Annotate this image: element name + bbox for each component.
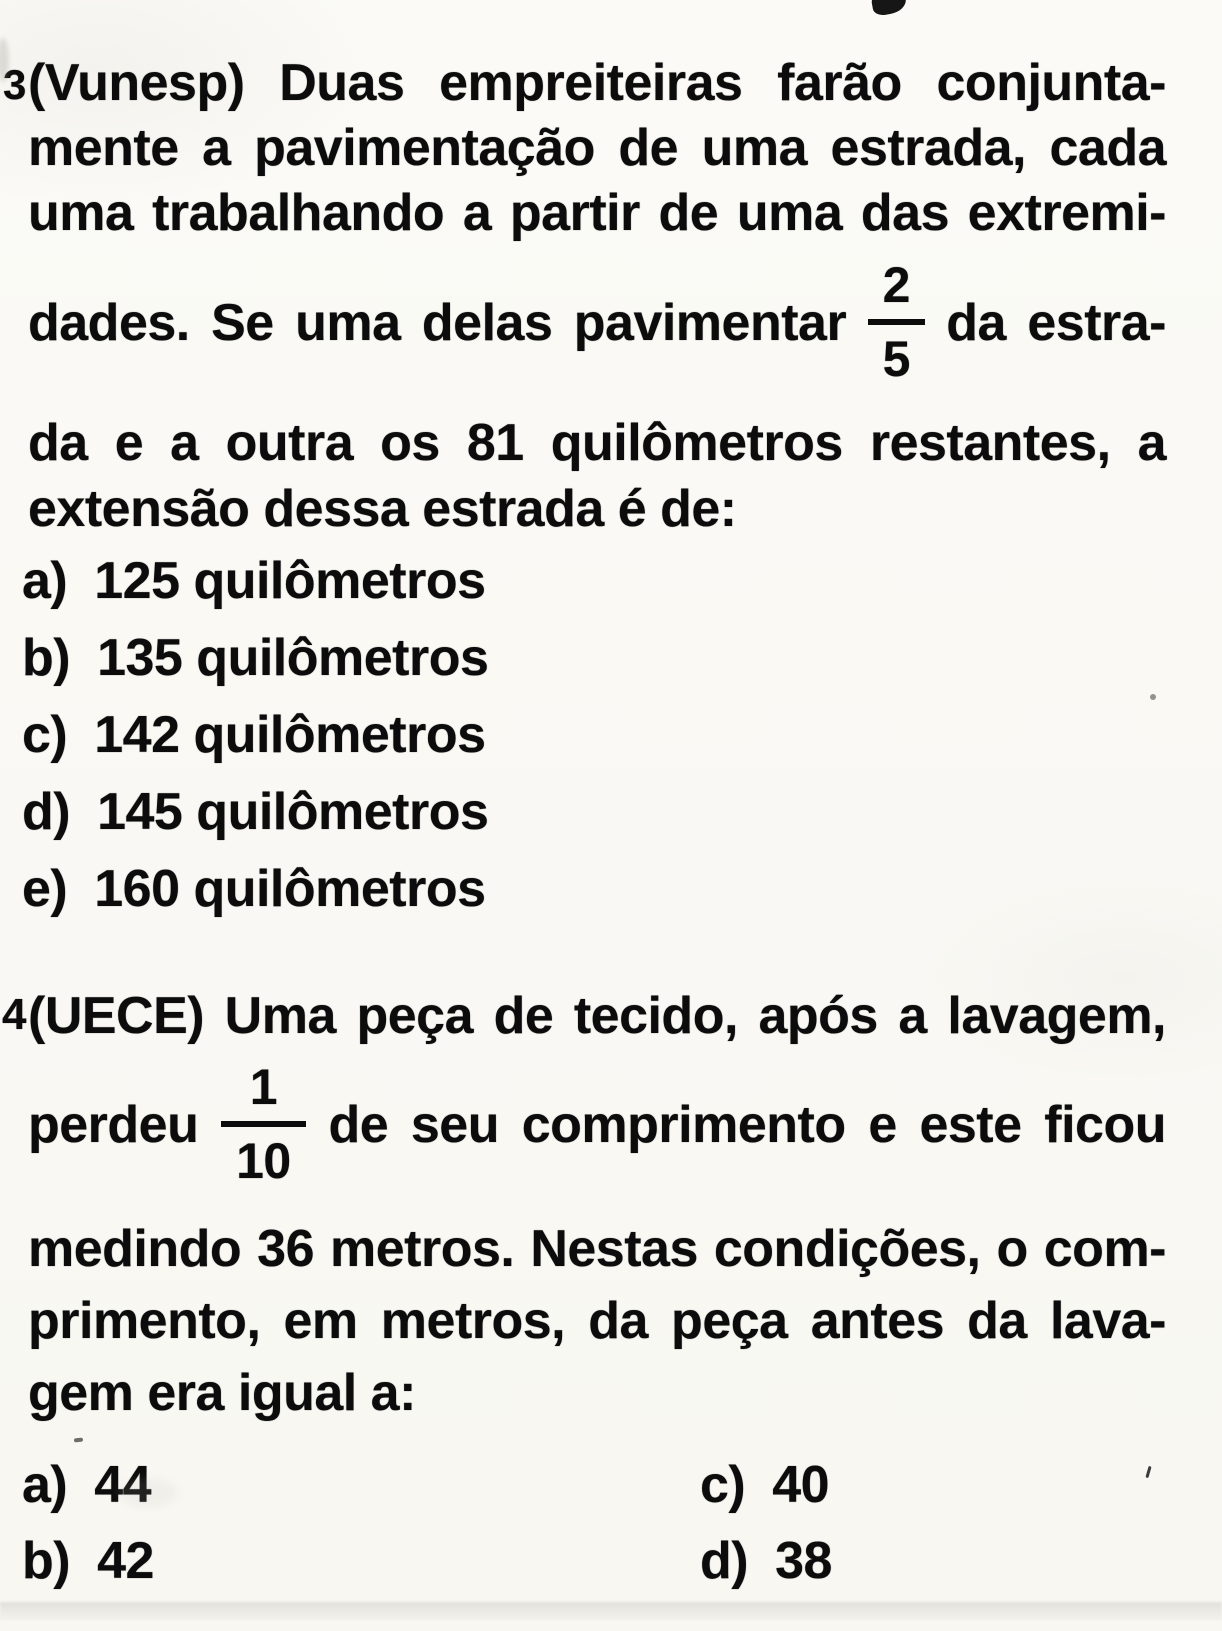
question-4-option-b — [22, 1531, 700, 1591]
option-text: 145 quilômetros — [97, 783, 489, 841]
question-3-line-4-after: da estra- — [946, 294, 1166, 352]
option-label: b) — [22, 629, 71, 687]
question-4-line-1: (UECE) Uma peça de tecido, após a lavagem, — [28, 987, 1166, 1045]
question-3-line-2: mente a pavimentação de uma estrada, cada — [28, 119, 1166, 177]
question-3-option-d — [22, 782, 488, 842]
option-label: e) — [22, 860, 68, 918]
question-4-line-2-before: perdeu — [28, 1096, 199, 1154]
option-text: 135 quilômetros — [97, 629, 489, 687]
fraction-two-fifths — [868, 257, 925, 388]
scan-artifact-dash — [74, 1438, 83, 1443]
option-label: d) — [700, 1532, 749, 1590]
question-4-line-5: gem era igual a: — [28, 1364, 416, 1422]
option-text: 125 quilômetros — [94, 552, 486, 610]
question-3-line-3: uma trabalhando a partir de uma das extremi- — [28, 184, 1166, 242]
question-3-line-4 — [28, 256, 1166, 390]
scan-artifact-top-blob — [870, 0, 907, 17]
question-4-line-2 — [28, 1058, 1166, 1192]
fraction-one-tenth — [221, 1059, 306, 1190]
option-text: 160 quilômetros — [94, 860, 486, 918]
question-3-option-e — [22, 859, 486, 919]
fraction-denominator: 10 — [221, 1121, 306, 1186]
fraction-denominator: 5 — [868, 319, 925, 384]
option-text: 42 — [97, 1532, 154, 1590]
option-text: 142 quilômetros — [94, 706, 486, 764]
question-4-line-4: primento, em metros, da peça antes da lava- — [28, 1292, 1166, 1350]
question-4-option-c — [700, 1455, 1166, 1515]
question-3-option-a — [22, 551, 486, 611]
question-4-number: 4 — [2, 990, 26, 1039]
question-3-line-5: da e a outra os 81 quilômetros restantes, a — [28, 414, 1166, 472]
question-4-option-a — [22, 1455, 700, 1515]
scan-artifact-dot — [1150, 694, 1156, 700]
question-3-line-6: extensão dessa estrada é de: — [28, 480, 737, 538]
question-3-line-1: (Vunesp) Duas empreiteiras farão conjunta- — [28, 54, 1166, 112]
option-label: d) — [22, 783, 71, 841]
option-label: a) — [22, 552, 68, 610]
question-4-line-3: medindo 36 metros. Nestas condições, o com- — [28, 1220, 1166, 1278]
question-3-line-4-before: dades. Se uma delas pavimentar — [28, 294, 847, 352]
option-text: 44 — [94, 1456, 152, 1514]
fraction-numerator: 1 — [249, 1059, 278, 1116]
question-3-number: 3 — [3, 61, 26, 108]
question-3-option-c — [22, 705, 486, 765]
question-4-line-2-after: de seu comprimento e este ficou — [328, 1096, 1166, 1154]
scan-artifact-bottom-band — [0, 1602, 1222, 1620]
fraction-numerator: 2 — [882, 257, 910, 314]
option-label: b) — [22, 1532, 71, 1590]
option-text: 38 — [775, 1532, 832, 1590]
option-text: 40 — [772, 1456, 830, 1514]
question-3-option-b — [22, 628, 488, 688]
option-label: c) — [22, 706, 68, 764]
question-4-options — [22, 1455, 1166, 1591]
question-4-option-d — [700, 1531, 1166, 1591]
option-label: a) — [22, 1456, 68, 1514]
option-label: c) — [700, 1456, 746, 1514]
